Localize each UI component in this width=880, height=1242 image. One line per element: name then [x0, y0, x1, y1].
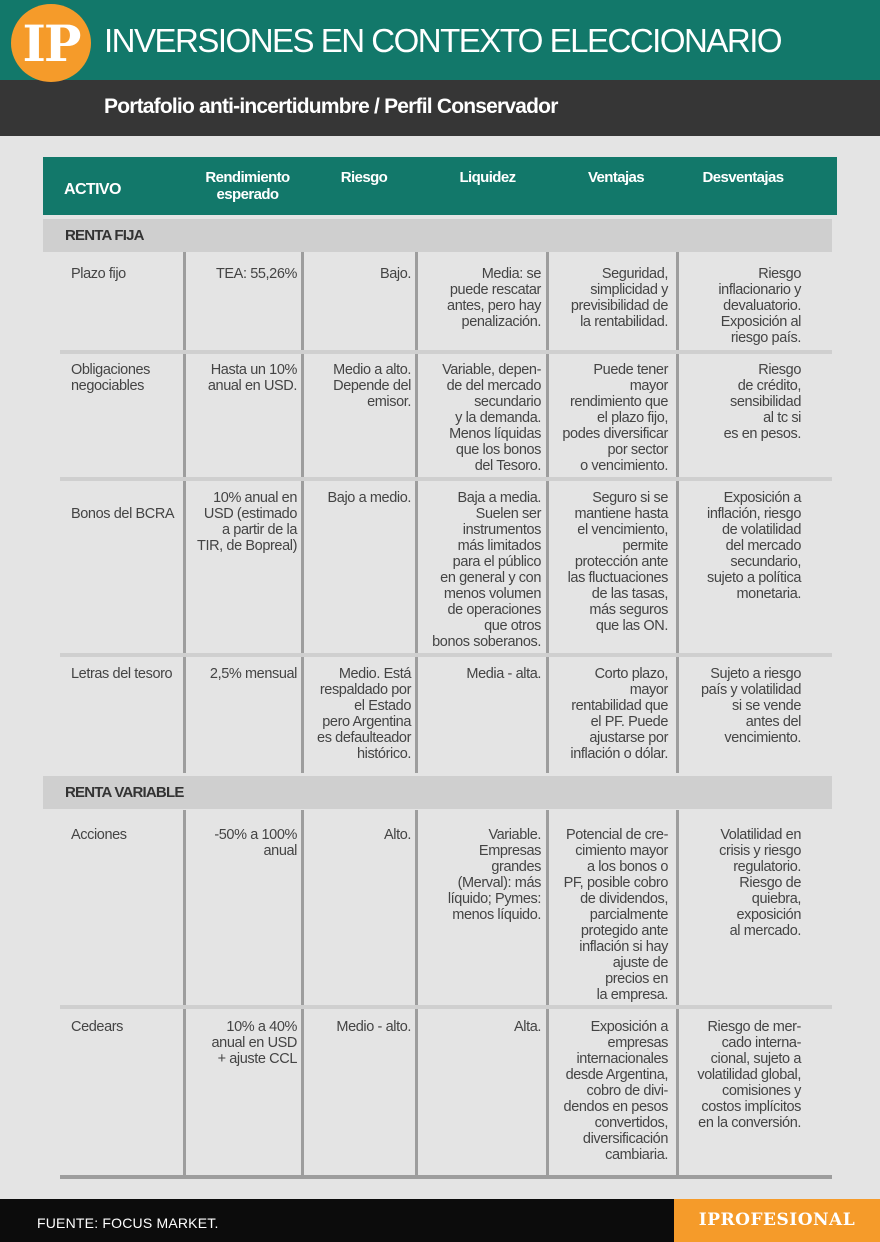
- cell-activo: Bonos del BCRA: [71, 506, 175, 522]
- col-header-activo: ACTIVO: [64, 181, 121, 198]
- row-divider: [60, 1005, 832, 1009]
- column-divider: [546, 810, 549, 1176]
- column-divider: [183, 810, 186, 1176]
- cell-riesgo: Bajo.: [379, 266, 411, 282]
- cell-desventajas: Riesgo inflacionario y devaluatorio. Exposición al riesgo país.: [718, 266, 801, 346]
- col-header-desventajas: Desventajas: [702, 169, 784, 186]
- cell-riesgo: Alto.: [383, 827, 411, 843]
- column-divider: [546, 252, 549, 773]
- table-bottom-border: [60, 1175, 832, 1179]
- row-divider: [60, 477, 832, 481]
- cell-desventajas: Riesgo de crédito, sensibilidad al tc si es en pesos.: [723, 362, 801, 442]
- cell-rendimiento: 10% anual en USD (estimado a partir de la TIR, de Bopreal): [197, 490, 297, 554]
- column-divider: [415, 810, 418, 1176]
- col-header-ventajas: Ventajas: [587, 169, 645, 186]
- col-header-riesgo: Riesgo: [340, 169, 388, 186]
- col-header-rendimiento: Rendimiento esperado: [205, 169, 290, 203]
- cell-desventajas: Sujeto a riesgo país y volatilidad si se vende antes del vencimiento.: [701, 666, 801, 746]
- cell-rendimiento: 2,5% mensual: [209, 666, 297, 682]
- cell-ventajas: Puede tener mayor rendimiento que el plazo fijo, podes diversificar por sector o vencimiento.: [562, 362, 668, 474]
- cell-liquidez: Variable, depen- de del mercado secundario y la demanda. Menos líquidas que los bonos del Tesoro.: [442, 362, 541, 474]
- cell-liquidez: Media: se puede rescatar antes, pero hay penalización.: [447, 266, 541, 330]
- cell-liquidez: Alta.: [513, 1019, 541, 1035]
- cell-activo: Cedears: [71, 1019, 124, 1035]
- cell-desventajas: Exposición a inflación, riesgo de volatilidad del mercado secundario, sujeto a política monetaria.: [707, 490, 801, 602]
- section-renta-fija: RENTA FIJA: [43, 219, 832, 252]
- cell-desventajas: Riesgo de mer- cado interna- cional, sujeto a volatilidad global, comisiones y costos implícitos en la conversión.: [697, 1019, 801, 1131]
- column-divider: [183, 252, 186, 773]
- ip-logo: IP: [11, 4, 91, 82]
- brand-logo: IPROFESIONAL: [674, 1199, 880, 1242]
- page-title: INVERSIONES EN CONTEXTO ELECCIONARIO: [104, 22, 782, 59]
- col-header-liquidez: Liquidez: [459, 169, 516, 186]
- cell-ventajas: Seguro si se mantiene hasta el vencimiento, permite protección ante las fluctuaciones de las tasas, más seguros que las ON.: [567, 490, 668, 634]
- section-renta-variable: RENTA VARIABLE: [43, 776, 832, 809]
- cell-rendimiento: Hasta un 10% anual en USD.: [207, 362, 297, 394]
- column-divider: [301, 810, 304, 1176]
- cell-ventajas: Seguridad, simplicidad y previsibilidad de la rentabilidad.: [570, 266, 668, 330]
- cell-riesgo: Medio - alto.: [336, 1019, 411, 1035]
- column-divider: [676, 252, 679, 773]
- column-divider: [301, 252, 304, 773]
- page-subtitle: Portafolio anti-incertidumbre / Perfil Conservador: [104, 95, 558, 118]
- cell-activo: Letras del tesoro: [71, 666, 173, 682]
- table-header: [43, 157, 837, 215]
- cell-riesgo: Bajo a medio.: [327, 490, 411, 506]
- cell-liquidez: Baja a media. Suelen ser instrumentos más limitados para el público en general y con menos volumen de operaciones que otros bonos soberanos.: [432, 490, 541, 650]
- cell-activo: Plazo fijo: [71, 266, 126, 282]
- row-divider: [60, 350, 832, 354]
- cell-activo: Acciones: [71, 827, 127, 843]
- cell-liquidez: Variable. Empresas grandes (Merval): más líquido; Pymes: menos líquido.: [447, 827, 541, 923]
- cell-riesgo: Medio a alto. Depende del emisor.: [333, 362, 411, 410]
- column-divider: [415, 252, 418, 773]
- cell-rendimiento: -50% a 100% anual: [214, 827, 297, 859]
- cell-activo: Obligaciones negociables: [71, 362, 151, 394]
- cell-ventajas: Potencial de cre- cimiento mayor a los bonos o PF, posible cobro de dividendos, parcialmente protegido ante inflación si hay ajuste de precios en la empresa.: [563, 827, 668, 1003]
- footer-source: FUENTE: FOCUS MARKET.: [37, 1215, 219, 1231]
- column-divider: [676, 810, 679, 1176]
- cell-ventajas: Corto plazo, mayor rentabilidad que el PF. Puede ajustarse por inflación o dólar.: [570, 666, 668, 762]
- cell-rendimiento: 10% a 40% anual en USD + ajuste CCL: [211, 1019, 297, 1067]
- row-divider: [60, 653, 832, 657]
- cell-liquidez: Media - alta.: [466, 666, 541, 682]
- cell-desventajas: Volatilidad en crisis y riesgo regulatorio. Riesgo de quiebra, exposición al mercado.: [719, 827, 801, 939]
- cell-riesgo: Medio. Está respaldado por el Estado pero Argentina es defaulteador histórico.: [317, 666, 411, 762]
- cell-ventajas: Exposición a empresas internacionales desde Argentina, cobro de divi- dendos en pesos convertidos, diversificación cambiaria.: [563, 1019, 668, 1163]
- cell-rendimiento: TEA: 55,26%: [215, 266, 297, 282]
